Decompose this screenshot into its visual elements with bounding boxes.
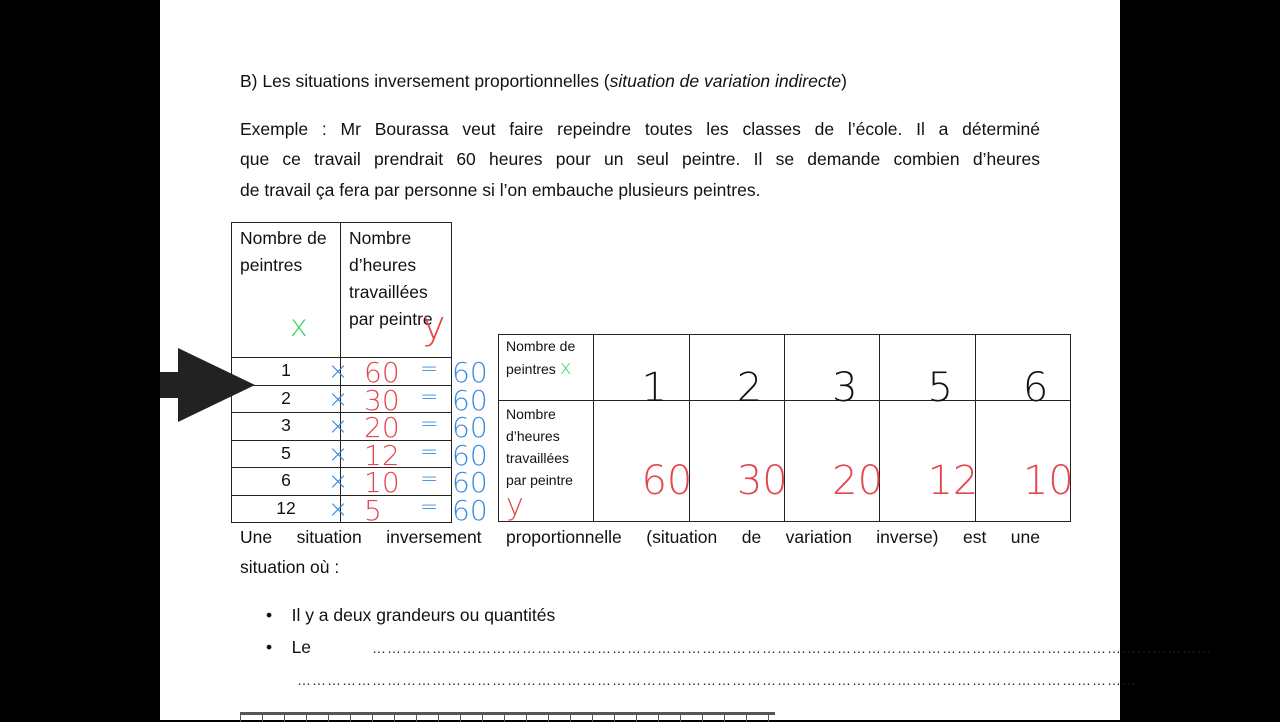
x-cell: 1 xyxy=(594,335,689,401)
header-peintres: Nombre de peintres xyxy=(232,223,341,358)
times-mark: × xyxy=(328,412,349,440)
product-value: 60 xyxy=(452,466,488,499)
equals-mark: = xyxy=(420,357,439,382)
y-cell: 12 xyxy=(880,401,975,522)
x-cell: 3 xyxy=(784,335,879,401)
example-line: Exemple : Mr Bourassa veut faire repeindre toutes les classes de l’école. Il a déterminé xyxy=(240,119,1040,139)
times-mark: × xyxy=(328,494,349,523)
fill-in-line: …………………………………………………………………………………………………………………………………………………… xyxy=(297,672,1137,688)
bullet-item: • Le xyxy=(266,637,312,657)
cell-x: 12 xyxy=(232,495,341,523)
times-mark: × xyxy=(328,439,349,468)
y-cell: 10 xyxy=(975,401,1070,522)
y-value: 5 xyxy=(364,493,382,527)
times-mark: × xyxy=(328,467,349,495)
y-value: 12 xyxy=(364,438,400,472)
ruler-graphic xyxy=(240,712,775,722)
equals-mark: = xyxy=(420,439,439,465)
cell-x: 2 xyxy=(232,385,341,413)
y-mark: y xyxy=(422,303,446,349)
product-value: 60 xyxy=(452,438,488,472)
row-label-peintres: Nombre de peintres x xyxy=(499,335,594,401)
x-cell: 5 xyxy=(880,335,975,401)
x-mark: x xyxy=(290,309,308,344)
definition-line: situation où : xyxy=(240,557,340,577)
arrow-icon xyxy=(160,348,255,422)
times-mark: × xyxy=(328,357,349,385)
y-value: 30 xyxy=(364,383,400,417)
cell-x: 1 xyxy=(232,358,341,386)
equals-mark: = xyxy=(420,412,439,437)
example-line: que ce travail prendrait 60 heures pour un seul peintre. Il se demande combien d’heures xyxy=(240,149,1040,169)
definition-line: Une situation inversement proportionnelle (situation de variation inverse) est une xyxy=(240,527,1040,547)
equals-mark: = xyxy=(420,494,439,520)
header-heures: Nombre d’heures travaillées par peintre xyxy=(341,223,452,358)
x-cell: 2 xyxy=(689,335,784,401)
y-value: 10 xyxy=(364,466,400,499)
product-value: 60 xyxy=(452,411,488,444)
y-value: 20 xyxy=(364,411,400,444)
cell-x: 5 xyxy=(232,440,341,468)
product-value: 60 xyxy=(452,493,488,527)
equals-mark: = xyxy=(420,384,439,410)
y-cell: 30 xyxy=(689,401,784,522)
y-mark: y xyxy=(506,488,524,523)
equals-mark: = xyxy=(420,467,439,492)
x-mark: x xyxy=(559,355,572,379)
y-cell: 60 xyxy=(594,401,689,522)
y-cell: 20 xyxy=(784,401,879,522)
cell-x: 3 xyxy=(232,413,341,441)
cell-x: 6 xyxy=(232,468,341,496)
example-line: de travail ça fera par personne si l’on embauche plusieurs peintres. xyxy=(240,180,761,200)
times-mark: × xyxy=(328,384,349,413)
product-value: 60 xyxy=(452,383,488,417)
product-value: 60 xyxy=(452,356,488,389)
bullet-item: • Il y a deux grandeurs ou quantités xyxy=(266,605,556,625)
row-label-heures: Nombre d’heures travaillées par peintre y xyxy=(499,401,594,522)
right-table xyxy=(498,334,1074,523)
x-cell: 6 xyxy=(975,335,1070,401)
y-value: 60 xyxy=(364,356,400,389)
fill-in-line: …………………………………………………………………………………………………………………………………………………… xyxy=(372,640,1212,656)
section-title: B) Les situations inversement proportionnelles (situation de variation indirecte) xyxy=(240,71,847,91)
